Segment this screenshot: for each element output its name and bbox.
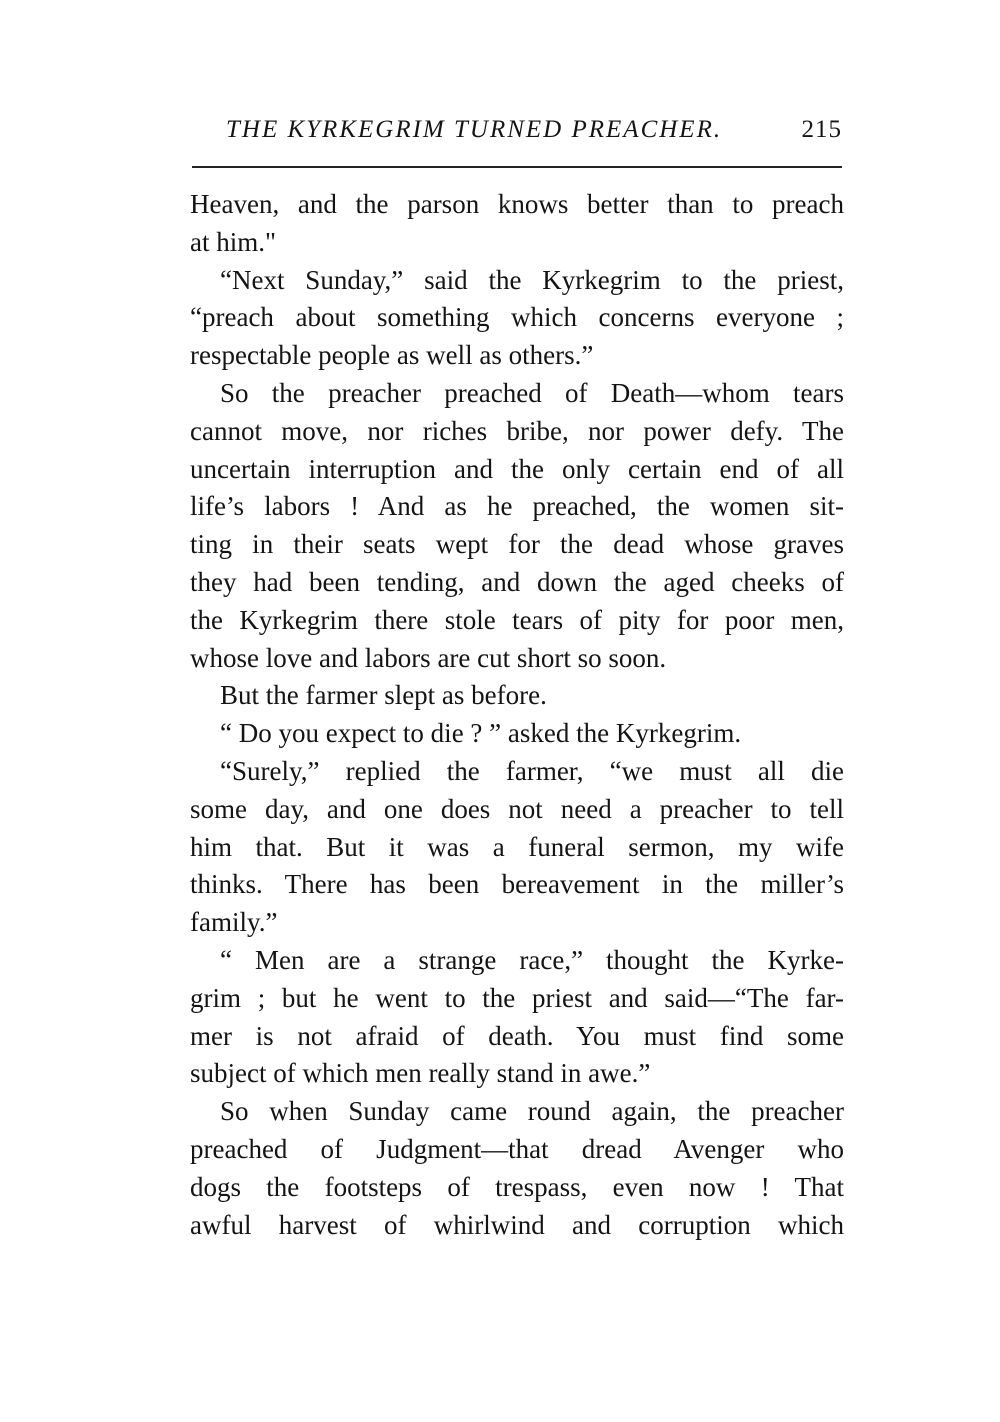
text-line: the Kyrkegrim there stole tears of pity for poor men,: [190, 604, 844, 635]
text-line: cannot move, nor riches bribe, nor power defy. The: [190, 415, 844, 446]
text-line: “ Do you expect to die ? ” asked the Kyrkegrim.: [220, 718, 742, 749]
running-head: [190, 116, 850, 152]
header-rule: [192, 166, 842, 168]
text-line: mer is not afraid of death. You must find some: [190, 1020, 844, 1051]
text-line: But the farmer slept as before.: [220, 680, 547, 711]
text-line: awful harvest of whirlwind and corruption which: [190, 1209, 844, 1240]
text-line: dogs the footsteps of trespass, even now ! That: [190, 1171, 844, 1202]
text-line: they had been tending, and down the aged cheeks of: [190, 566, 844, 597]
text-line: whose love and labors are cut short so soon.: [190, 642, 667, 673]
text-line: family.”: [190, 907, 278, 938]
text-line: Heaven, and the parson knows better than to preach: [190, 189, 844, 219]
text-line: preached of Judgment—that dread Avenger who: [190, 1133, 844, 1164]
text-line: at him.": [190, 226, 277, 257]
page-number: 215: [801, 116, 842, 143]
text-line: him that. But it was a funeral sermon, my wife: [190, 831, 844, 862]
running-title: THE KYRKEGRIM TURNED PREACHER.: [226, 116, 723, 143]
text-line: uncertain interruption and the only certain end of all: [190, 453, 844, 484]
text-line: “Next Sunday,” said the Kyrkegrim to the priest,: [220, 264, 844, 295]
text-line: So the preacher preached of Death—whom tears: [220, 377, 844, 408]
body-text: [190, 186, 844, 1244]
text-line: life’s labors ! And as he preached, the women sit-: [190, 491, 844, 522]
text-line: some day, and one does not need a preacher to tell: [190, 793, 844, 824]
text-line: “Surely,” replied the farmer, “we must all die: [220, 755, 844, 786]
text-line: grim ; but he went to the priest and said—“The far-: [190, 982, 844, 1013]
text-line: ting in their seats wept for the dead whose graves: [190, 529, 844, 560]
text-line: respectable people as well as others.”: [190, 340, 594, 371]
text-line: “preach about something which concerns everyone ;: [190, 302, 844, 333]
text-line: thinks. There has been bereavement in the miller’s: [190, 869, 844, 900]
text-line: “ Men are a strange race,” thought the Kyrke-: [220, 944, 844, 975]
text-line: So when Sunday came round again, the preacher: [220, 1096, 844, 1127]
text-line: subject of which men really stand in awe.”: [190, 1058, 651, 1089]
